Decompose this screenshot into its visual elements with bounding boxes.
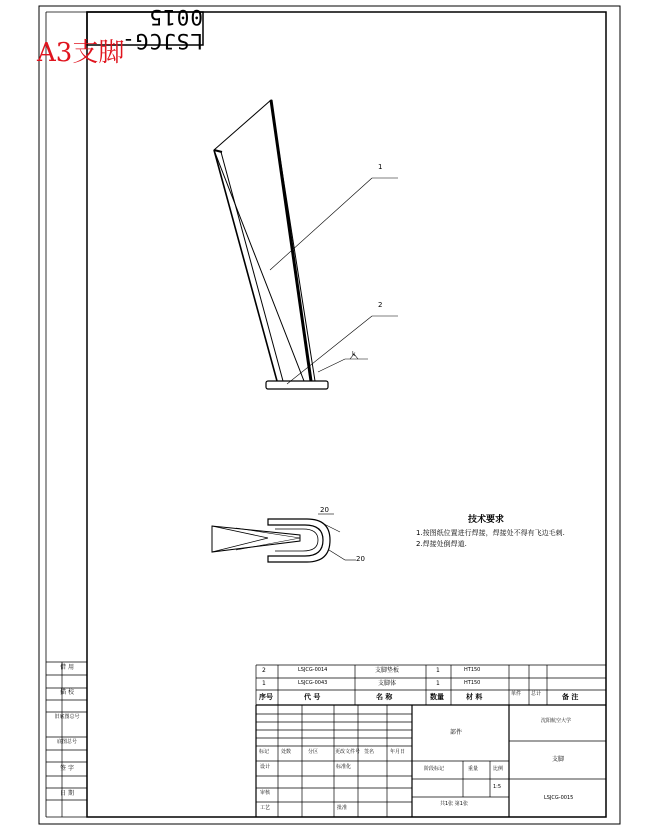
tb-part-name: 支脚 [552,756,565,763]
stamp-label: A3支脚 [37,38,125,68]
tb-company: 沈阳航空大学 [541,718,572,724]
tb-assembly: 部件 [450,729,463,736]
tb-mark: 标记 [259,749,270,755]
tech-item-1: 1.按图纸位置进行焊接，焊接处不得有飞边毛刺. [416,529,565,537]
row1-seq: 1 [262,680,266,687]
row1-material: HT150 [464,680,481,686]
row2-seq: 2 [262,667,266,674]
tb-weight: 重量 [468,766,479,772]
tech-requirements [416,516,565,548]
top-view [212,514,356,562]
hdr-name: 名 称 [376,693,393,701]
hdr-note: 备 注 [562,693,579,701]
hdr-unit-weight: 单件 [511,691,522,697]
tb-scale: 比例 [493,766,504,772]
left-label-borrow: 借 用 [60,664,74,671]
left-label-base: 底图总号 [56,739,77,745]
dim-b: 20 [356,555,365,563]
tb-date: 年月日 [390,749,406,755]
tb-process: 工艺 [260,805,271,811]
balloon-1: 1 [378,163,383,171]
row2-code: LSJCG-0014 [298,667,328,673]
hdr-qty: 数量 [430,693,444,701]
hdr-material: 材 料 [466,693,483,701]
hdr-code: 代 号 [304,693,321,701]
left-label-sign: 签 字 [60,765,74,772]
dim-a: 20 [320,506,329,514]
tb-zone: 分区 [308,749,319,755]
balloon-2: 2 [378,301,383,309]
tb-design: 设计 [260,764,271,770]
left-label-old-base: 旧底图总号 [54,714,80,720]
hdr-total-weight: 总计 [531,691,542,697]
tech-item-2: 2.焊接处倒焊道. [416,540,467,548]
weld-note: k [352,351,356,358]
tb-sheet: 共1张 第1张 [440,801,468,807]
tb-review: 审核 [260,790,271,796]
inner-frame [87,12,606,817]
front-view [214,100,398,389]
row1-code: LSJCG-0043 [298,680,328,686]
hdr-seq: 序号 [259,693,273,701]
tb-sign: 签名 [364,749,375,755]
row2-qty: 1 [436,667,440,674]
tb-change-doc: 更改文件号 [335,749,361,755]
tb-drawing-no: LSJCG-0015 [544,795,574,801]
tb-scale-value: 1:5 [493,784,502,790]
tb-standardize: 标准化 [336,764,352,770]
outer-border [39,6,620,824]
row1-name: 支脚体 [378,680,397,687]
row2-name: 支脚垫板 [375,667,400,674]
tech-title: 技术要求 [468,515,505,525]
left-label-trace: 描 校 [60,689,74,696]
tb-stage: 阶段标记 [424,766,445,772]
row2-material: HT150 [464,667,481,673]
drawing-number-text: LSJCG-0015 [121,4,203,53]
left-label-date: 日 期 [60,790,74,797]
tb-count: 处数 [281,749,292,755]
tb-approve: 批准 [337,805,348,811]
row1-qty: 1 [436,680,440,687]
